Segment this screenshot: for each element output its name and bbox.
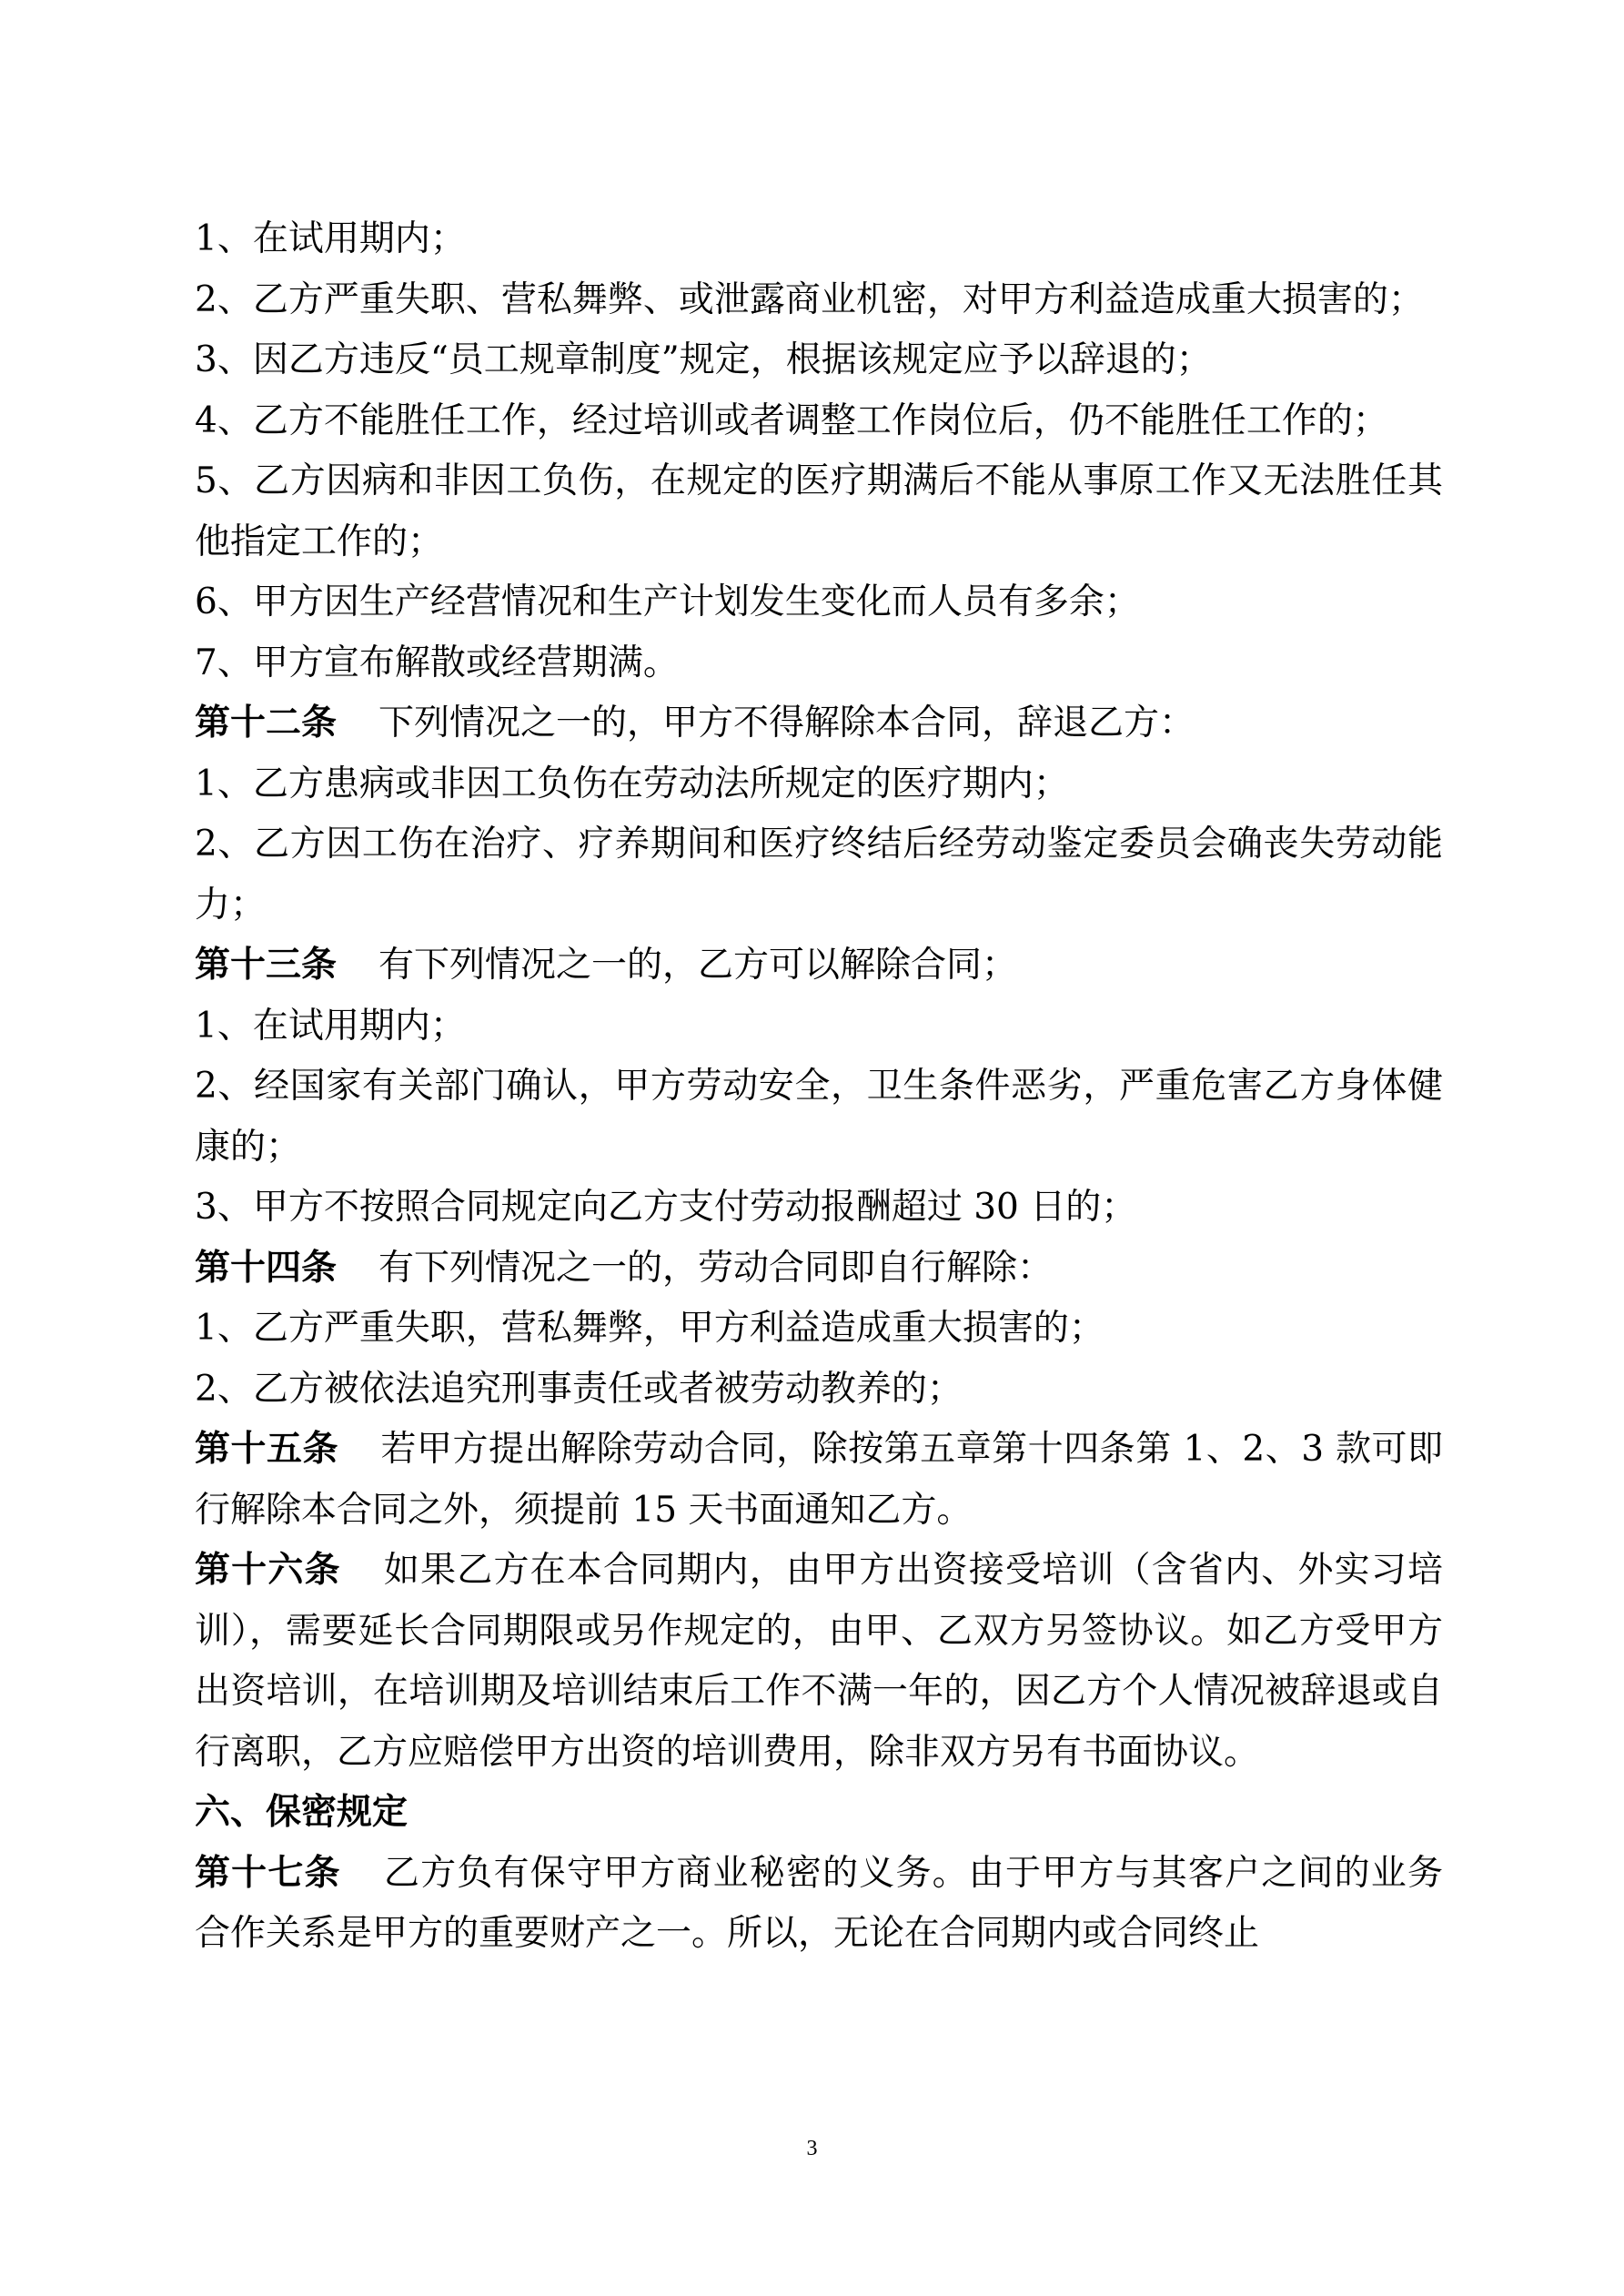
list-item: 2、乙方严重失职、营私舞弊、或泄露商业机密，对甲方利益造成重大损害的； — [195, 278, 1424, 320]
list-item: 6、甲方因生产经营情况和生产计划发生变化而人员有多余； — [195, 582, 1140, 622]
article-text: 如果乙方在本合同期内，由甲方出资接受培训（含省内、外实习培训），需要延长合同期限或另作规定的，由甲、乙双方另签协议。如乙方受甲方出资培训，在培训期及培训结束后工作不满一年的，因乙方个人情况被辞退或自行离职，乙方应赔偿甲方出资的培训费用，除非双方另有书面协议。 — [195, 1550, 1443, 1773]
list-item: 3、甲方不按照合同规定向乙方支付劳动报酬超过 30 日的； — [195, 1187, 1137, 1228]
document-body — [195, 209, 1443, 1965]
article-16 — [195, 1541, 1443, 1783]
list-item: 2、经国家有关部门确认，甲方劳动安全，卫生条件恶劣，严重危害乙方身体健康的； — [195, 1066, 1443, 1168]
article-label: 第十五条 — [195, 1429, 339, 1470]
list-item: 3、因乙方违反“员工规章制度”规定，根据该规定应予以辞退的； — [195, 339, 1212, 380]
section-heading: 六、保密规定 — [195, 1792, 409, 1833]
article-17 — [195, 1844, 1443, 1965]
article-text: 乙方负有保守甲方商业秘密的义务。由于甲方与其客户之间的业务合作关系是甲方的重要财产之一。所以，无论在合同期内或合同终止 — [195, 1852, 1443, 1954]
article-12 — [195, 693, 1443, 754]
article-text: 若甲方提出解除劳动合同，除按第五章第十四条第 1、2、3 款可即行解除本合同之外，须提前 15 天书面通知乙方。 — [195, 1429, 1443, 1531]
article-text: 有下列情况之一的，劳动合同即自行解除： — [378, 1247, 1054, 1289]
article-label: 第十三条 — [195, 945, 338, 986]
list-item: 5、乙方因病和非因工负伤，在规定的医疗期满后不能从事原工作又无法胜任其他指定工作的； — [195, 460, 1443, 562]
list-item: 1、在试用期内； — [195, 218, 466, 259]
list-item: 2、乙方因工伤在治疗、疗养期间和医疗终结后经劳动鉴定委员会确丧失劳动能力； — [195, 824, 1443, 925]
article-text: 有下列情况之一的，乙方可以解除合同； — [378, 945, 1018, 986]
article-text: 下列情况之一的，甲方不得解除本合同，辞退乙方： — [378, 703, 1195, 743]
article-15 — [195, 1420, 1443, 1541]
article-label: 第十六条 — [195, 1550, 341, 1591]
list-item: 2、乙方被依法追究刑事责任或者被劳动教养的； — [195, 1368, 963, 1410]
article-14 — [195, 1239, 1443, 1300]
list-item: 1、乙方严重失职，营私舞弊，甲方利益造成重大损害的； — [195, 1308, 1105, 1349]
article-13 — [195, 936, 1443, 996]
article-label: 第十七条 — [195, 1852, 341, 1894]
page-number: 3 — [806, 2137, 818, 2160]
article-label: 第十四条 — [195, 1247, 338, 1289]
article-label: 第十二条 — [195, 703, 338, 743]
list-item: 4、乙方不能胜任工作，经过培训或者调整工作岗位后，仍不能胜任工作的； — [195, 400, 1388, 441]
list-item: 7、甲方宣布解散或经营期满。 — [195, 642, 679, 683]
list-item: 1、在试用期内； — [195, 1005, 466, 1047]
list-item: 1、乙方患病或非因工负伤在劳动法所规定的医疗期内； — [195, 763, 1069, 804]
